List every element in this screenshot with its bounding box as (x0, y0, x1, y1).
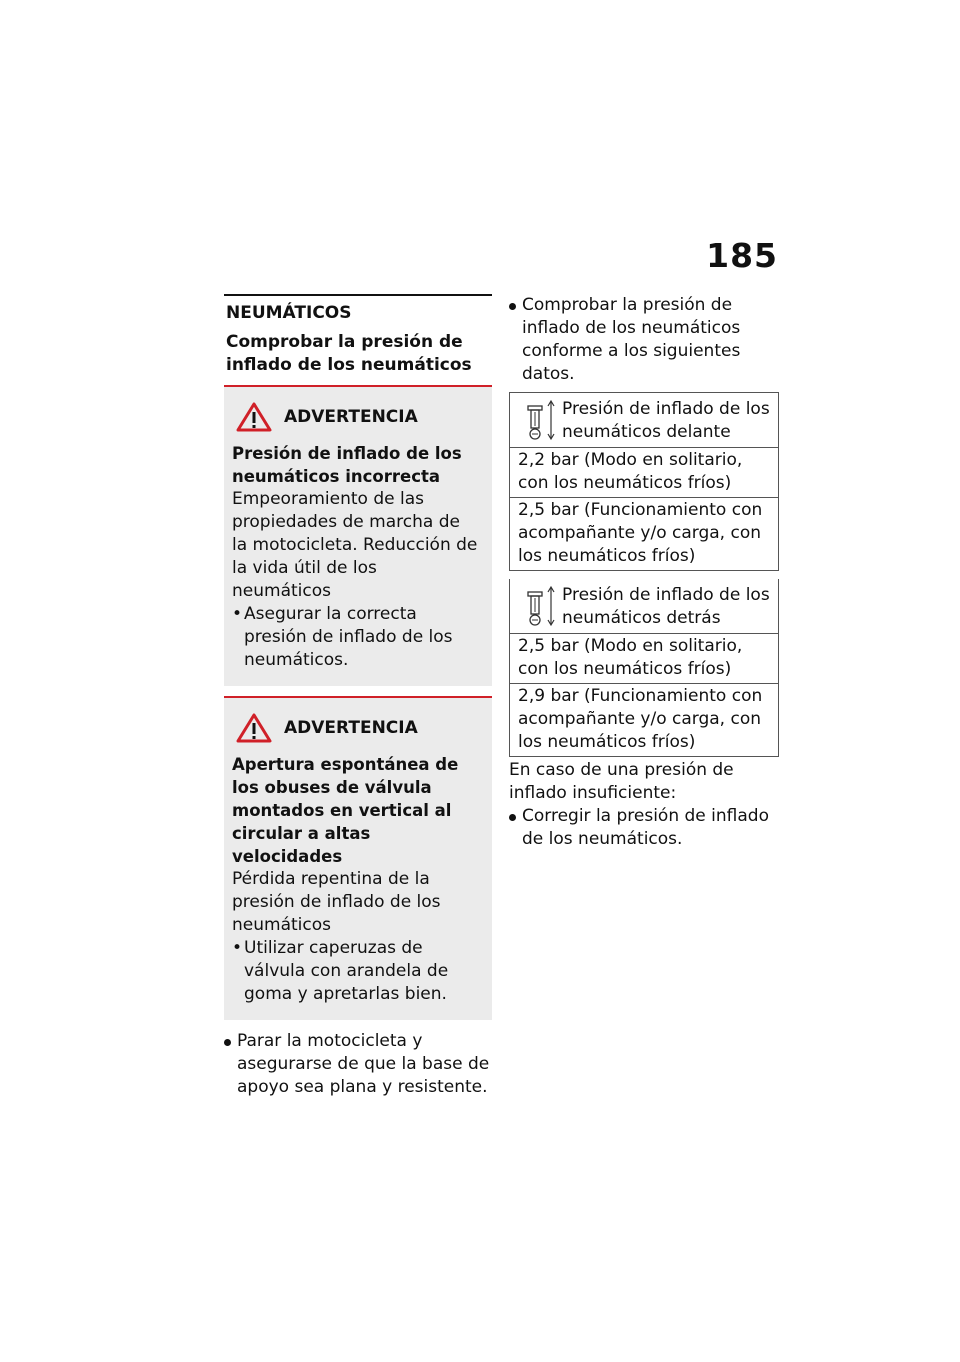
warning-bullet-text: Asegurar la correcta presión de inflado de los neumáticos. (244, 604, 453, 670)
insufficient-pressure-text: En caso de una presión de inflado insuficiente: (509, 760, 734, 803)
step-dot (509, 294, 522, 386)
warning-body: Empeoramiento de las propiedades de marcha de la motocicleta. Reducción de la vida útil de los neumáticos (232, 489, 478, 601)
section-title: NEUMÁTICOS (226, 303, 352, 323)
warning-bullet (232, 937, 480, 1006)
step-text: Corregir la presión de inflado de los neumáticos. (522, 806, 769, 849)
step-check-pressure (509, 294, 779, 386)
bullet-dot: • (232, 604, 243, 624)
pressure-table-header (510, 579, 778, 633)
warning-header (232, 402, 480, 432)
step-text: Parar la motocicleta y asegurarse de que la base de apoyo sea plana y resistente. (237, 1031, 490, 1097)
left-column (224, 294, 492, 1099)
step-dot (509, 805, 522, 851)
warning-box-valve-cores (224, 696, 492, 1020)
warning-triangle-icon (236, 713, 272, 743)
right-column (509, 294, 779, 851)
warning-title: Apertura espontánea de los obuses de válvula montados en vertical al circular a altas velocidades (232, 755, 459, 866)
warning-title: Presión de inflado de los neumáticos incorrecta (232, 444, 462, 486)
pressure-table-header (510, 393, 778, 447)
warning-bullet (232, 603, 480, 672)
step-dot (224, 1030, 237, 1099)
step-park-motorcycle (224, 1030, 492, 1099)
pressure-value-loaded: 2,5 bar (Funcionamiento con acompañante y/o carga, con los neumáticos fríos) (510, 497, 778, 570)
warning-label: ADVERTENCIA (284, 407, 418, 427)
pressure-value-solo: 2,5 bar (Modo en solitario, con los neumáticos fríos) (510, 633, 778, 683)
page-number: 185 (706, 236, 778, 275)
warning-body: Pérdida repentina de la presión de inflado de los neumáticos (232, 869, 441, 935)
pressure-value-solo: 2,2 bar (Modo en solitario, con los neumáticos fríos) (510, 447, 778, 497)
section-divider (224, 294, 492, 296)
step-text: Comprobar la presión de inflado de los neumáticos conforme a los siguientes datos. (522, 295, 741, 384)
pressure-table-rear (509, 579, 779, 757)
pressure-table-header-text: Presión de inflado de los neumáticos delante (562, 399, 770, 442)
pressure-table-header-text: Presión de inflado de los neumáticos detrás (562, 585, 770, 628)
tire-pressure-icon (524, 398, 560, 442)
warning-box-tire-pressure (224, 385, 492, 686)
step-correct-pressure (509, 805, 779, 851)
pressure-table-front (509, 392, 779, 571)
warning-bullet-text: Utilizar caperuzas de válvula con arandela de goma y apretarlas bien. (244, 938, 449, 1004)
warning-header (232, 713, 480, 743)
tire-pressure-icon (524, 584, 560, 628)
pressure-value-loaded: 2,9 bar (Funcionamiento con acompañante y/o carga, con los neumáticos fríos) (510, 683, 778, 756)
subsection-title: Comprobar la presión de inflado de los neumáticos (226, 332, 472, 375)
bullet-dot: • (232, 938, 243, 958)
warning-label: ADVERTENCIA (284, 718, 418, 738)
warning-triangle-icon (236, 402, 272, 432)
